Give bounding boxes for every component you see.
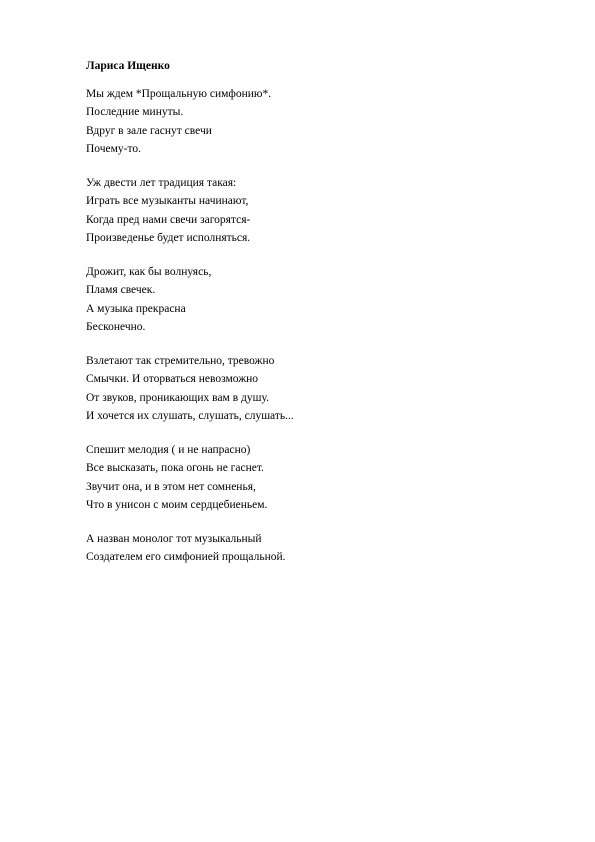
poem-line: И хочется их слушать, слушать, слушать... xyxy=(86,410,294,422)
poem-line: А музыка прекрасна xyxy=(86,302,186,315)
stanza-3 xyxy=(86,263,556,337)
poem-author: Лариса Ищенко xyxy=(86,60,170,72)
stanza-5 xyxy=(86,441,556,515)
stanza-1 xyxy=(86,85,556,159)
poem-line: Когда пред нами свечи загорятся- xyxy=(86,213,251,226)
poem-line: Создателем его симфонией прощальной. xyxy=(86,551,286,563)
poem-line: Мы ждем *Прощальную симфонию*. xyxy=(86,87,272,100)
poem-line: Что в унисон с моим сердцебиеньем. xyxy=(86,499,268,511)
poem-line: Играть все музыканты начинают, xyxy=(86,195,249,207)
stanza-6 xyxy=(86,530,556,567)
poem-line: Все высказать, пока огонь не гаснет. xyxy=(86,462,264,474)
poem-line: Уж двести лет традиция такая: xyxy=(86,176,237,189)
stanza-4 xyxy=(86,352,556,426)
poem-line: Дрожит, как бы волнуясь, xyxy=(86,265,212,278)
poem-line: От звуков, проникающих вам в душу. xyxy=(86,391,269,404)
poem-line: Произведенье будет исполняться. xyxy=(86,232,251,244)
poem-line: А назван монолог тот музыкальный xyxy=(86,532,262,545)
poem-line: Смычки. И оторваться невозможно xyxy=(86,373,259,385)
poem-body xyxy=(86,57,556,582)
poem-line: Взлетают так стремительно, тревожно xyxy=(86,354,275,367)
stanza-2 xyxy=(86,174,556,248)
poem-line: Почему-то. xyxy=(86,143,142,155)
poem-line: Звучит она, и в этом нет сомненья, xyxy=(86,480,256,493)
poem-line: Вдруг в зале гаснут свечи xyxy=(86,124,212,137)
poem-line: Спешит мелодия ( и не напрасно) xyxy=(86,443,251,456)
poem-line: Бесконечно. xyxy=(86,321,146,333)
poem-line: Последние минуты. xyxy=(86,106,184,118)
poem-line: Пламя свечек. xyxy=(86,284,156,296)
